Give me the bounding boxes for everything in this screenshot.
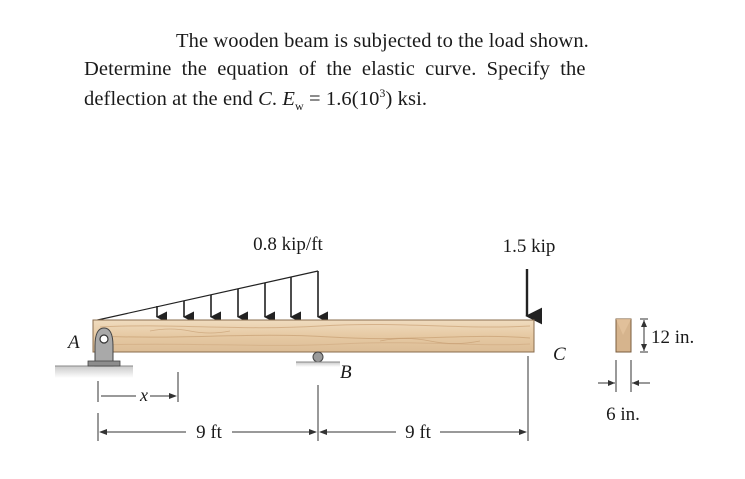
dim-arrowhead — [99, 429, 107, 435]
cross-section — [598, 319, 694, 425]
pin-base — [88, 361, 120, 366]
span-dimensions — [98, 356, 528, 443]
x-arrowhead — [169, 393, 177, 399]
line3-prefix: deflection at the end — [84, 87, 259, 110]
line3-mid: . — [271, 87, 283, 110]
point-a-label: A — [68, 332, 80, 353]
roller-support-b — [296, 352, 352, 383]
point-b-label: B — [340, 362, 352, 383]
modulus-exponent: 3 — [379, 86, 386, 100]
problem-line-2: Determine the equation of the elastic curve. Specify the — [84, 58, 586, 80]
x-label: x — [140, 385, 148, 405]
modulus-value: = 1.6(10 — [303, 87, 380, 110]
point-c-label: C — [553, 344, 566, 365]
roller-wheel — [313, 352, 323, 362]
modulus-subscript: w — [294, 98, 304, 113]
dim-arrowhead — [309, 429, 317, 435]
section-width-label: 6 in. — [606, 404, 640, 425]
line3-suffix: ) ksi. — [385, 87, 428, 110]
dim-arrowhead — [519, 429, 527, 435]
distributed-load-label: 0.8 kip/ft — [253, 234, 323, 255]
pin-hole — [100, 335, 108, 343]
point-load-label: 1.5 kip — [502, 236, 556, 257]
height-arrowhead — [641, 344, 647, 351]
dim-arrowhead — [319, 429, 327, 435]
modulus-symbol: E — [282, 87, 295, 110]
section-height-label: 12 in. — [651, 327, 695, 348]
height-arrowhead — [641, 320, 647, 327]
ground-a — [55, 366, 133, 378]
ground-b — [296, 362, 340, 367]
point-c-ref: C — [258, 87, 272, 110]
load-envelope-line — [93, 271, 318, 321]
dim-left-label: 9 ft — [196, 422, 222, 443]
problem-line-1: The wooden beam is subjected to the load shown. — [176, 30, 589, 52]
width-arrowhead — [608, 380, 615, 386]
dim-right-label: 9 ft — [405, 422, 431, 443]
point-load — [503, 236, 556, 316]
width-arrowhead — [632, 380, 639, 386]
pin-bracket — [95, 328, 113, 366]
wooden-beam — [93, 320, 534, 352]
distributed-load — [93, 234, 324, 321]
